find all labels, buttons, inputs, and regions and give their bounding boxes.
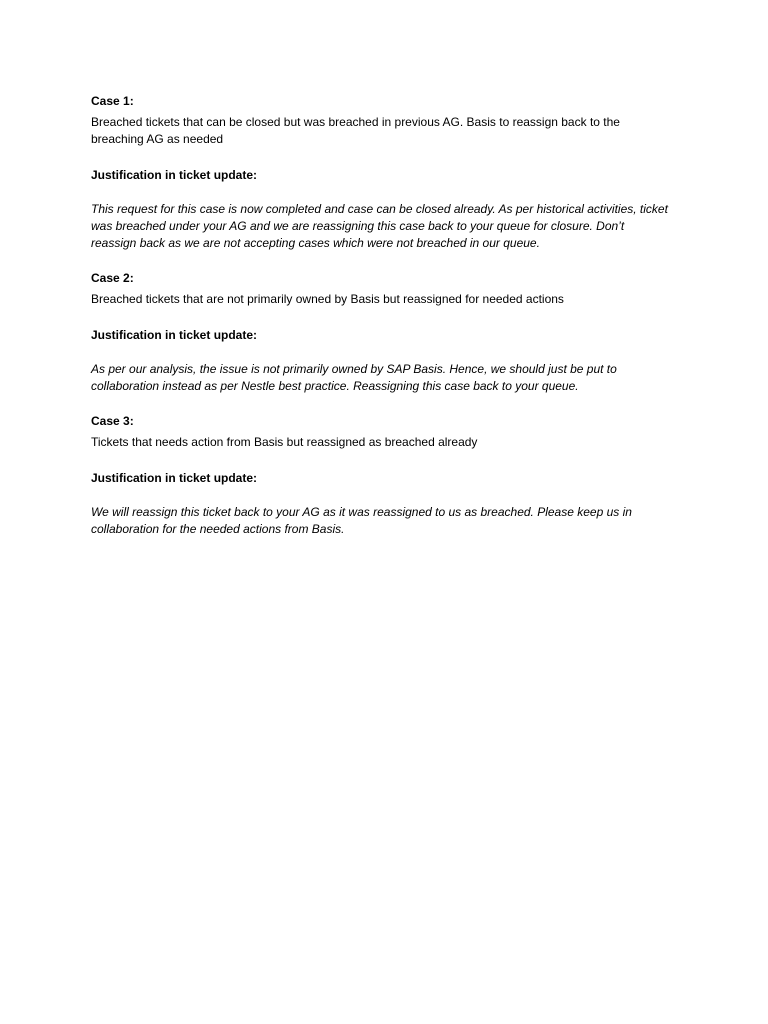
- case-description: Tickets that needs action from Basis but reassigned as breached already: [91, 435, 478, 449]
- justification-label: Justification in ticket update:: [91, 328, 258, 342]
- case-title: Case 2:: [91, 271, 134, 285]
- case-description: Breached tickets that can be closed but was breached in previous AG. Basis to reassign back to the breaching AG as needed: [91, 115, 620, 146]
- justification-text: We will reassign this ticket back to your AG as it was reassigned to us as breached. Please keep us in collaboration for the needed actions from Basis.: [91, 505, 632, 536]
- justification-label: Justification in ticket update:: [91, 168, 258, 182]
- case-description: Breached tickets that are not primarily owned by Basis but reassigned for needed actions: [91, 292, 564, 306]
- case-1: [91, 93, 668, 252]
- case-3: [91, 413, 668, 538]
- case-2: [91, 270, 668, 395]
- case-title: Case 1:: [91, 94, 134, 108]
- justification-text: This request for this case is now completed and case can be closed already. As per historical activities, ticket was breached under your AG and we are reassigning this case back to your queue for closure. Don’t reassign back as we are not accepting cases which were not breached in our queue.: [91, 202, 668, 250]
- case-title: Case 3:: [91, 414, 134, 428]
- justification-label: Justification in ticket update:: [91, 471, 258, 485]
- justification-text: As per our analysis, the issue is not primarily owned by SAP Basis. Hence, we should just be put to collaboration instead as per Nestle best practice. Reassigning this case back to your queue.: [91, 362, 617, 393]
